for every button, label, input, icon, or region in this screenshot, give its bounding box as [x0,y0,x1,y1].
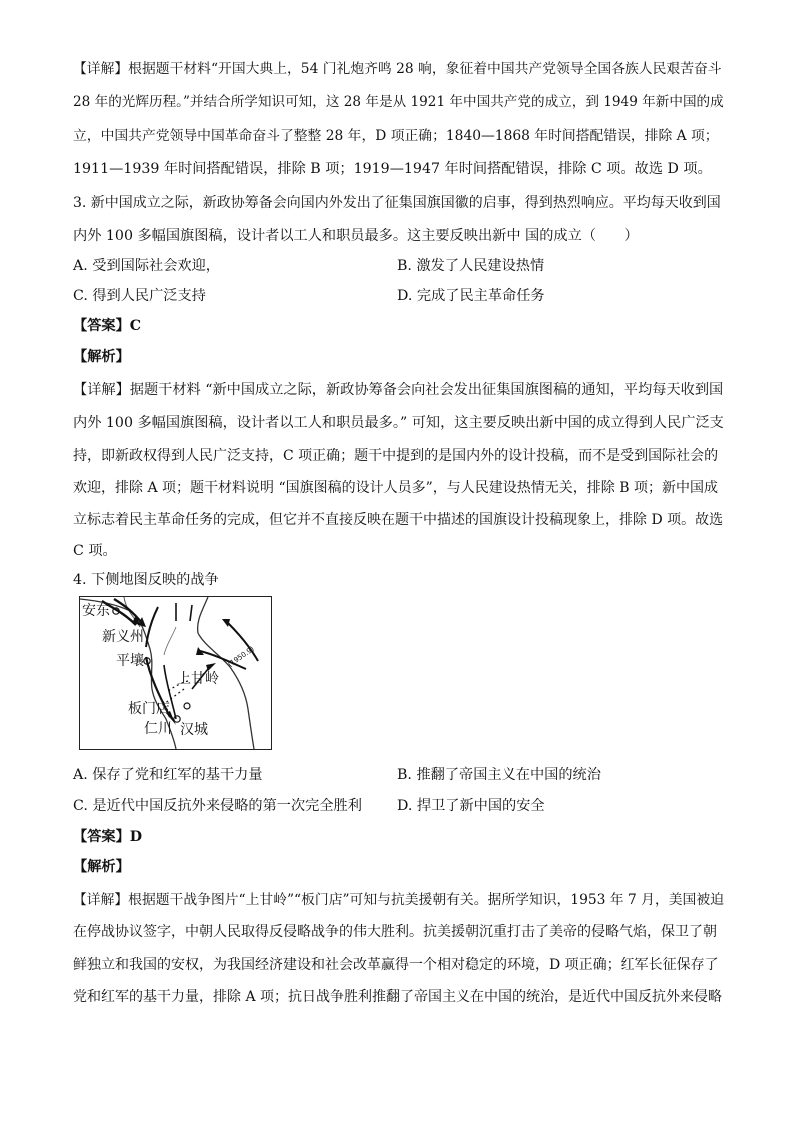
label-hancheng: 汉城 [180,722,208,738]
q3-detail-line-1: 【详解】据题干材料 “新中国成立之际，新政协筹备会向社会发出征集国旗图稿的通知，平均每天收到国 [73,382,724,398]
q3-analysis-label: 【解析】 [73,349,130,365]
q4-option-c: C. 是近代中国反抗外来侵略的第一次完全胜利 [73,798,362,814]
q3-option-c: C. 得到人民广泛支持 [73,288,206,304]
label-pyongyang: 平壤 [116,653,144,669]
q3-option-d: D. 完成了民主革命任务 [397,288,545,304]
q3-option-b: B. 激发了人民建设热情 [397,258,545,274]
city-marker [184,703,190,709]
label-andong: 安东 [82,603,110,619]
q4-answer: 【答案】D [73,829,143,845]
q4-detail-line-2: 在停战协议签字，中朝人民取得反侵略战争的伟大胜利。抗美援朝沉重打击了美帝的侵略气焰，保卫了朝 [73,924,717,940]
q4-option-a: A. 保存了党和红军的基干力量 [73,767,263,783]
para1-line-4: 1911—1939 年时间搭配错误，排除 B 项；1919—1947 年时间搭配错误，排除 C 项。故选 D 项。 [73,161,712,177]
arrow-head [222,619,230,627]
para1-line-3: 立，中国共产党领导中国革命奋斗了整整 28 年，D 项正确；1840—1868 年时间搭配错误，排除 A 项； [73,128,719,144]
q3-detail-line-4: 欢迎，排除 A 项；题干材料说明 “国旗图稿的设计人员多”，与人民建设热情无关，排除 B 项；新中国成 [73,480,718,496]
q3-stem-line-2: 内外 100 多幅国旗图稿，设计者以工人和职员最多。这主要反映出新中 国的成立（ ） [73,228,639,244]
q3-option-a: A. 受到国际社会欢迎， [73,258,220,274]
q4-detail-line-4: 党和红军的基干力量，排除 A 项；抗日战争胜利推翻了帝国主义在中国的统治，是近代中国反抗外来侵略 [73,989,723,1005]
label-xinyizhou: 新义州 [102,629,144,645]
q3-answer: 【答案】C [73,318,142,334]
q4-detail-line-1: 【详解】根据题干战争图片“上甘岭”“板门店”可知与抗美援朝有关。据所学知识，1953 年 7 月，美国被迫 [73,892,724,908]
attack-arrow [146,607,158,647]
para1-line-2: 28 年的光辉历程。”并结合所学知识可知，这 28 年是从 1921 年中国共产党的成立，到 1949 年新中国的成 [73,94,724,110]
river [164,627,176,655]
para1-line-1: 【详解】根据题干材料“开国大典上，54 门礼炮齐鸣 28 响，象征着中国共产党领导全国各族人民艰苦奋斗 [73,61,722,77]
q4-detail-line-3: 鲜独立和我国的安权，为我国经济建设和社会改革赢得一个相对稳定的环境，D 项正确；红军长征保存了 [73,957,719,973]
q3-detail-line-6: C 项。 [73,543,117,559]
q4-analysis-label: 【解析】 [73,859,130,875]
q4-option-d: D. 捍卫了新中国的安全 [397,798,545,814]
q4-stem: 4. 下侧地图反映的战争 [73,572,219,588]
label-banmendian: 板门店 [128,701,170,717]
q4-option-b: B. 推翻了帝国主义在中国的统治 [397,767,601,783]
q3-detail-line-5: 立标志着民主革命任务的完成，但它并不直接反映在题干中描述的国旗设计投稿现象上，排除 D 项。故选 [73,512,724,528]
label-renchuan: 仁川 [144,721,172,737]
label-landing-date: (1950.9) [226,644,256,669]
q3-stem-line-1: 3. 新中国成立之际，新政协筹备会向国内外发出了征集国旗国徽的启事，得到热烈响应。平均每天收到国 [73,195,721,211]
attack-arrow [190,605,192,621]
korean-war-map [79,596,272,750]
label-shangganling: 上甘岭 [177,671,219,687]
q3-detail-line-3: 持，即新政权得到人民广泛支持，C 项正确；题干中提到的是国内外的设计投稿，而不是受到国际社会的 [73,448,719,464]
q3-detail-line-2: 内外 100 多幅国旗图稿，设计者以工人和职员最多。” 可知，这主要反映出新中国的成立得到人民广泛支 [73,415,724,431]
